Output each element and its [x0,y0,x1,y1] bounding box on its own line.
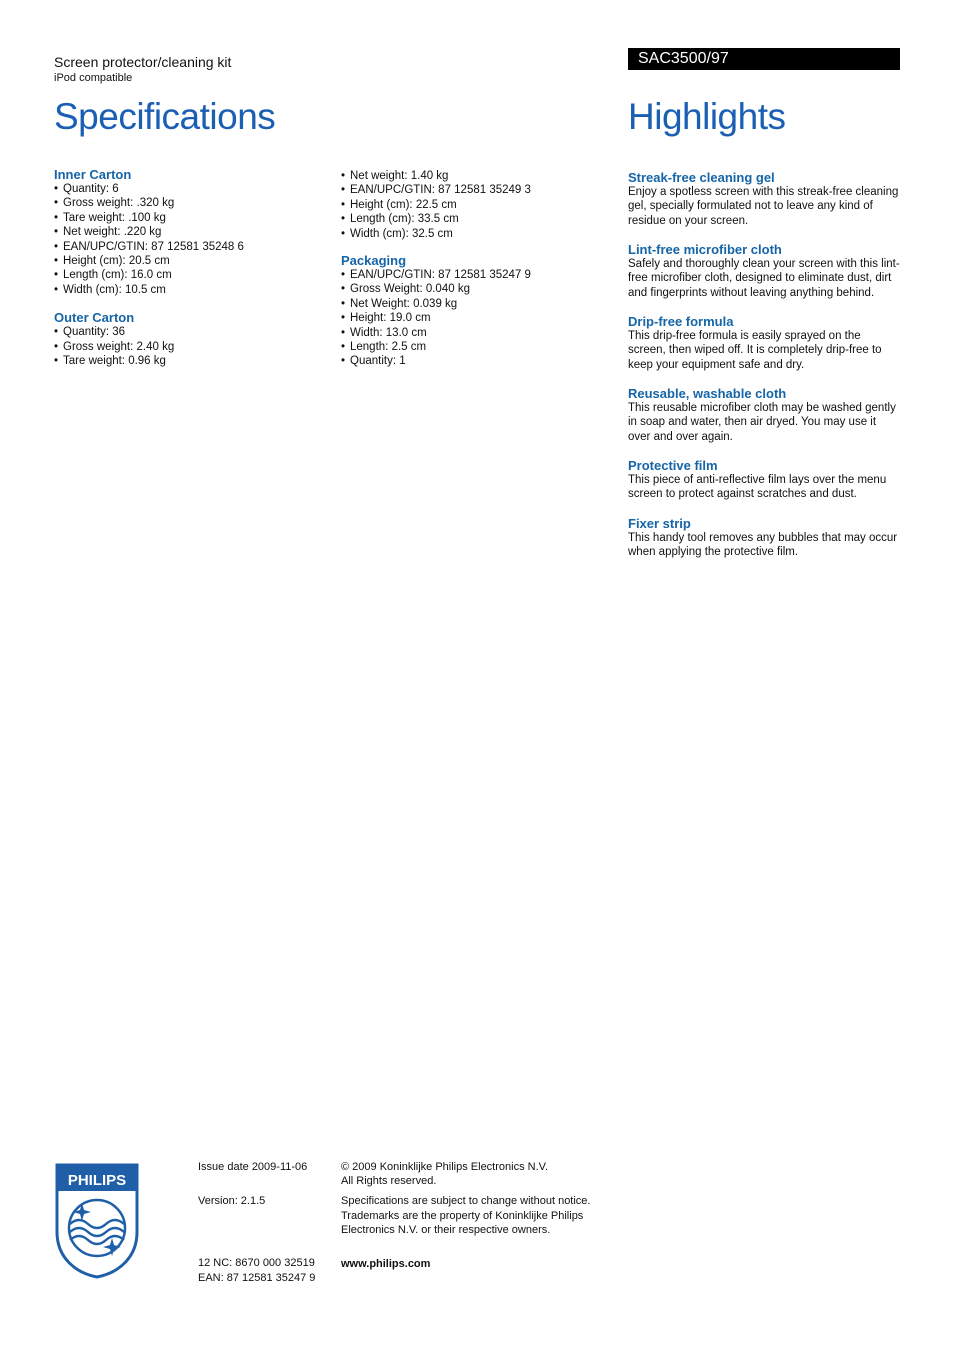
list-item: • Gross weight: .320 kg [54,196,324,210]
list-item: • Quantity: 6 [54,182,324,196]
list-item: • Length (cm): 33.5 cm [341,212,611,226]
highlight-text: Enjoy a spotless screen with this streak-free cleaning gel, specially formulated not to leave any kind of residue on your screen. [628,186,899,227]
highlight-heading: Drip-free formula [628,314,734,329]
list-item: • Width: 13.0 cm [341,326,611,340]
outer-carton-list-part-2 [341,169,611,241]
packaging-heading: Packaging [341,253,407,269]
model-number-bar [628,48,900,70]
highlight-heading: Streak-free cleaning gel [628,170,775,185]
outer-carton-heading: Outer Carton [54,310,135,326]
specifications-title: Specifications [54,96,276,137]
list-item: • EAN/UPC/GTIN: 87 12581 35249 3 [341,183,611,197]
highlight-protective-film [628,458,900,502]
highlight-lint-free [628,242,900,300]
list-item: • Tare weight: .100 kg [54,211,324,225]
owners-line: Electronics N.V. or their respective owners. [341,1223,551,1236]
highlight-streak-free [628,170,900,228]
list-item: • Gross weight: 2.40 kg [54,340,324,354]
product-name: Screen protector/cleaning kit [54,54,232,70]
list-item: • EAN/UPC/GTIN: 87 12581 35248 6 [54,240,324,254]
list-item: • Net weight: .220 kg [54,225,324,239]
list-item: • EAN/UPC/GTIN: 87 12581 35247 9 [341,268,611,282]
list-item: • Height (cm): 22.5 cm [341,198,611,212]
list-item: • Length (cm): 16.0 cm [54,268,324,282]
compatibility-note: iPod compatible [54,72,133,84]
trademark-line: Trademarks are the property of Koninklijke Philips [341,1209,584,1222]
philips-logo [54,1162,140,1280]
issue-date: Issue date 2009-11-06 [198,1161,308,1173]
list-item: • Height: 19.0 cm [341,311,611,325]
footer-column-1 [198,1160,315,1285]
highlight-text: This piece of anti-reflective film lays over the menu screen to protect against scratches and dust. [628,474,887,501]
list-item: • Net weight: 1.40 kg [341,169,611,183]
list-item: • Height (cm): 20.5 cm [54,254,324,268]
version: Version: 2.1.5 [198,1195,266,1208]
list-item: • Quantity: 1 [341,354,611,368]
list-item: • Length: 2.5 cm [341,340,611,354]
highlight-reusable-cloth [628,386,900,444]
model-number: SAC3500/97 [638,50,729,67]
list-item: • Gross Weight: 0.040 kg [341,282,611,296]
outer-carton-list-part-1 [54,325,324,368]
list-item: • Width (cm): 10.5 cm [54,283,324,297]
list-item: • Net Weight: 0.039 kg [341,297,611,311]
highlight-text: Safely and thoroughly clean your screen with this lint-free microfiber cloth, designed to eliminate dust, dirt and fingerprints without leaving anything behind. [628,258,900,299]
highlight-heading: Lint-free microfiber cloth [628,242,782,257]
highlight-heading: Protective film [628,458,718,473]
inner-carton-heading: Inner Carton [54,167,132,182]
highlight-text: This drip-free formula is easily sprayed on the screen, then wiped off. It is completely drip-free to keep your equipment safe and dry. [628,330,882,371]
highlight-heading: Fixer strip [628,516,691,531]
footer-column-2 [341,1160,590,1271]
website-link[interactable]: www.philips.com [341,1258,431,1271]
highlight-fixer-strip [628,516,900,560]
specs-column-2 [341,169,611,369]
copyright-line: © 2009 Koninklijke Philips Electronics N.V. [341,1161,549,1173]
highlights-title: Highlights [628,96,786,137]
list-item: • Quantity: 36 [54,325,324,339]
highlight-text: This reusable microfiber cloth may be washed gently in soap and water, then air dryed. You may use it over and over again. [628,402,896,443]
list-item: • Tare weight: 0.96 kg [54,354,324,368]
inner-carton-list [54,182,324,297]
highlight-drip-free [628,314,900,372]
rights-line: All Rights reserved. [341,1175,437,1188]
nc-number: 12 NC: 8670 000 32519 [198,1257,315,1270]
specs-column-1 [54,167,324,368]
notice-line: Specifications are subject to change without notice. [341,1195,591,1208]
logo-wordmark: PHILIPS [67,1172,127,1189]
packaging-list [341,268,611,369]
highlight-text: This handy tool removes any bubbles that may occur when applying the protective film. [628,532,898,559]
ean-number: EAN: 87 12581 35247 9 [198,1271,316,1284]
highlight-heading: Reusable, washable cloth [628,386,787,401]
list-item: • Width (cm): 32.5 cm [341,227,611,241]
